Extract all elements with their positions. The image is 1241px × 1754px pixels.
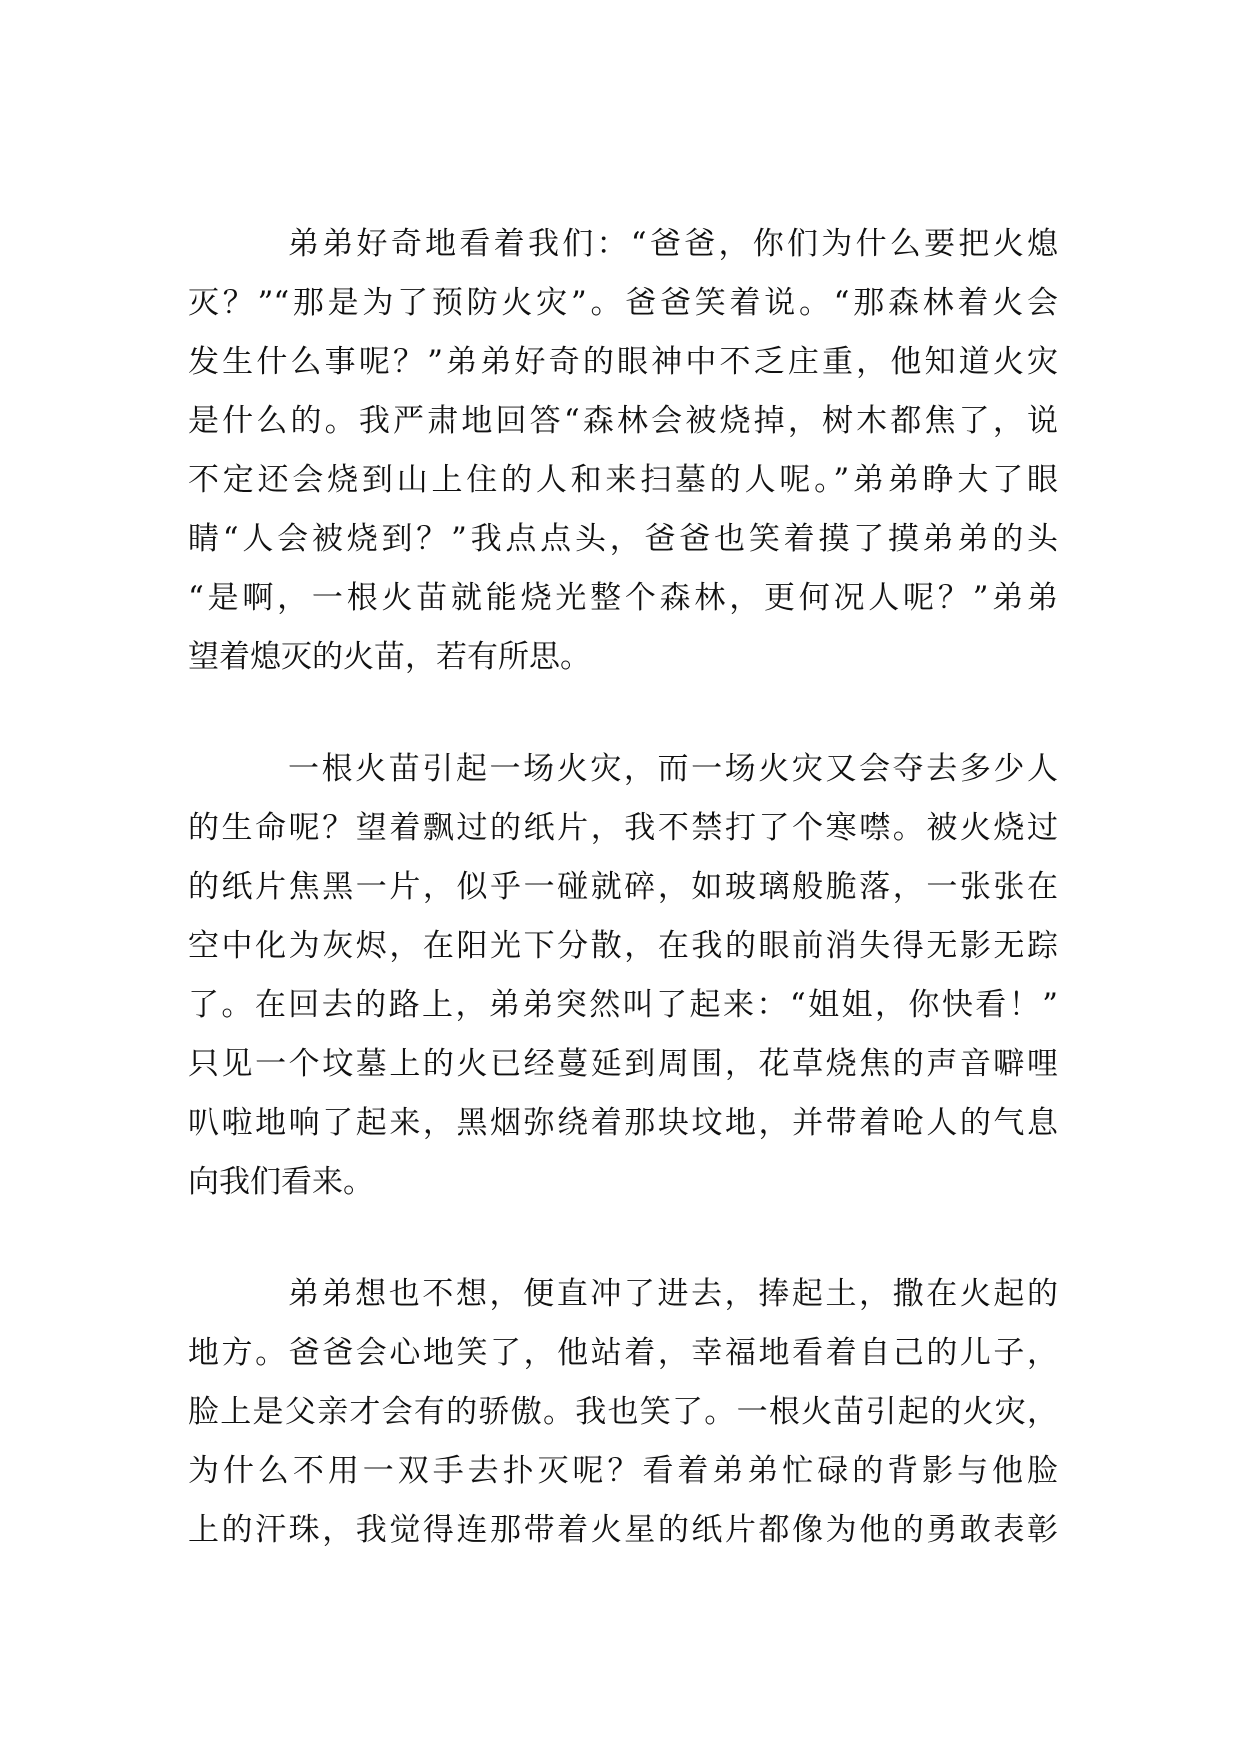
text-line: 弟弟想也不想，便直冲了进去，捧起土，撒在火起的: [288, 1276, 1058, 1312]
text-line: 一根火苗引起一场火灾，而一场火灾又会夺去多少人: [288, 751, 1058, 787]
text-line: 向我们看来。: [188, 1164, 374, 1200]
text-line: “是啊，一根火苗就能烧光整个森林，更何况人呢？”弟弟: [188, 580, 1058, 616]
text-line: 空中化为灰烬，在阳光下分散，在我的眼前消失得无影无踪: [188, 928, 1058, 964]
text-line: 只见一个坟墓上的火已经蔓延到周围，花草烧焦的声音噼哩: [188, 1046, 1058, 1082]
text-line: 了。在回去的路上，弟弟突然叫了起来：“姐姐，你快看！”: [188, 987, 1058, 1023]
text-line: 灭？”“那是为了预防火灾”。爸爸笑着说。“那森林着火会: [188, 285, 1058, 321]
text-line: 弟弟好奇地看着我们：“爸爸，你们为什么要把火熄: [288, 226, 1058, 262]
text-line: 的生命呢？望着飘过的纸片，我不禁打了个寒噤。被火烧过: [188, 810, 1058, 846]
text-line: 地方。爸爸会心地笑了，他站着，幸福地看着自己的儿子，: [188, 1335, 1058, 1371]
text-line: 的纸片焦黑一片，似乎一碰就碎，如玻璃般脆落，一张张在: [188, 869, 1058, 905]
paragraph-3: [188, 1265, 1058, 1560]
text-line: 脸上是父亲才会有的骄傲。我也笑了。一根火苗引起的火灾，: [188, 1394, 1058, 1430]
text-line: 望着熄灭的火苗，若有所思。: [188, 639, 591, 675]
text-line: 上的汗珠，我觉得连那带着火星的纸片都像为他的勇敢表彰: [188, 1512, 1058, 1548]
text-line: 睛“人会被烧到？”我点点头，爸爸也笑着摸了摸弟弟的头: [188, 521, 1058, 557]
text-line: 不定还会烧到山上住的人和来扫墓的人呢。”弟弟睁大了眼: [188, 462, 1058, 498]
paragraph-1: [188, 215, 1058, 687]
text-line: 是什么的。我严肃地回答“森林会被烧掉，树木都焦了，说: [188, 403, 1058, 439]
paragraph-2: [188, 740, 1058, 1212]
text-line: 发生什么事呢？”弟弟好奇的眼神中不乏庄重，他知道火灾: [188, 344, 1058, 380]
text-line: 为什么不用一双手去扑灭呢？看着弟弟忙碌的背影与他脸: [188, 1453, 1058, 1489]
text-line: 叭啦地响了起来，黑烟弥绕着那块坟地，并带着呛人的气息: [188, 1105, 1058, 1141]
